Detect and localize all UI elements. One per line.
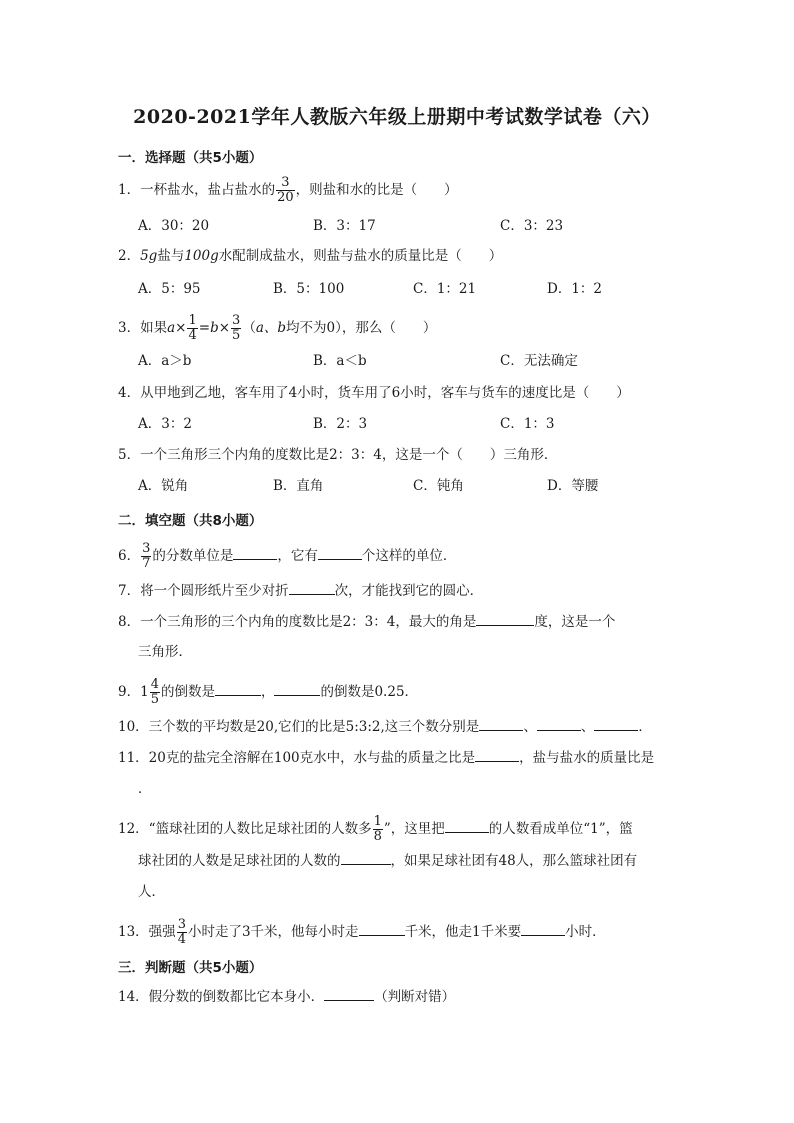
question-1: 1．一杯盐水，盐占盐水的 $\frac{3}{20}$ ，则盐和水的比是（ ） — [118, 175, 458, 205]
answer-blank[interactable] — [476, 611, 534, 626]
answer-blank[interactable] — [233, 545, 277, 560]
q5-option-c[interactable]: C．钝角 — [413, 478, 464, 494]
question-12-line-2: 球社团的人数是足球社团的人数的 ，如果足球社团有48人，那么篮球社团有 — [138, 850, 637, 871]
q5-option-b[interactable]: B．直角 — [273, 478, 324, 494]
section-choice-heading: 一．选择题（共5小题） — [118, 150, 263, 166]
question-6: 6． $\frac{3}{7}$ 的分数单位是 ，它有 个这样的单位． — [118, 541, 457, 571]
answer-blank[interactable] — [274, 681, 320, 696]
fraction: $\frac{4}{5}$ — [150, 677, 159, 707]
question-12: 12．“篮球社团的人数比足球社团的人数多 $\frac{1}{8}$ ”，这里把 的人数看成单位“1”，篮 — [118, 814, 633, 844]
q4-option-b[interactable]: B．2：3 — [313, 416, 368, 432]
question-4: 4．从甲地到乙地，客车用了4小时，货车用了6小时，客车与货车的速度比是（ ） — [118, 385, 630, 401]
answer-blank[interactable] — [324, 986, 374, 1001]
q3-option-b[interactable]: B．a＜b — [313, 353, 367, 369]
q2-option-a[interactable]: A．5：95 — [138, 281, 201, 297]
answer-blank[interactable] — [215, 681, 261, 696]
q3-option-c[interactable]: C．无法确定 — [500, 353, 578, 369]
q4-option-c[interactable]: C．1：3 — [500, 416, 555, 432]
question-14: 14．假分数的倒数都比它本身小． （判断对错） — [118, 986, 455, 1007]
question-12-line-3: 人． — [138, 884, 165, 900]
fraction: $\frac{3}{4}$ — [177, 917, 186, 947]
q1-option-a[interactable]: A．30：20 — [138, 218, 210, 234]
answer-blank[interactable] — [594, 716, 638, 731]
answer-blank[interactable] — [318, 545, 362, 560]
q1-option-b[interactable]: B．3：17 — [313, 218, 376, 234]
answer-blank[interactable] — [341, 850, 391, 865]
q5-option-a[interactable]: A．锐角 — [138, 478, 189, 494]
question-8: 8．一个三角形的三个内角的度数比是2：3：4，最大的角是 度，这是一个 — [118, 611, 615, 632]
question-7: 7．将一个圆形纸片至少对折 次，才能找到它的圆心． — [118, 580, 483, 601]
question-10: 10．三个数的平均数是20,它们的比是5:3:2,这三个数分别是 、 、 ． — [118, 716, 652, 737]
question-9: 9．1 $\frac{4}{5}$ 的倒数是 ， 的倒数是0.25． — [118, 677, 419, 707]
answer-blank[interactable] — [537, 716, 581, 731]
q5-option-d[interactable]: D．等腰 — [547, 478, 599, 494]
q3-option-a[interactable]: A．a＞b — [138, 353, 192, 369]
answer-blank[interactable] — [445, 818, 489, 833]
section-judge-heading: 三．判断题（共5小题） — [118, 960, 263, 976]
fraction: $\frac{3}{5}$ — [232, 313, 241, 343]
question-2: 2．5g盐与100g水配制成盐水，则盐与盐水的质量比是（ ） — [118, 248, 503, 264]
fraction: $\frac{3}{7}$ — [142, 541, 151, 571]
answer-blank[interactable] — [521, 921, 565, 936]
answer-blank[interactable] — [475, 747, 519, 762]
q2-option-d[interactable]: D．1：2 — [547, 281, 603, 297]
exam-title: 2020-2021学年人教版六年级上册期中考试数学试卷（六） — [133, 106, 661, 128]
fraction: $\frac{1}{8}$ — [373, 814, 382, 844]
q2-option-c[interactable]: C．1：21 — [413, 281, 477, 297]
answer-blank[interactable] — [289, 580, 335, 595]
fraction: $\frac{1}{4}$ — [188, 313, 197, 343]
q2-option-b[interactable]: B．5：100 — [273, 281, 345, 297]
fraction: $\frac{3}{20}$ — [277, 175, 294, 205]
question-11-continued: ． — [138, 781, 152, 797]
q4-option-a[interactable]: A．3：2 — [138, 416, 192, 432]
answer-blank[interactable] — [479, 716, 523, 731]
question-8-continued: 三角形． — [138, 644, 192, 660]
answer-blank[interactable] — [359, 921, 405, 936]
section-fill-heading: 二．填空题（共8小题） — [118, 513, 263, 529]
question-11: 11．20克的盐完全溶解在100克水中，水与盐的质量之比是 ，盐与盐水的质量比是 — [118, 747, 654, 768]
q1-option-c[interactable]: C．3：23 — [500, 218, 564, 234]
question-13: 13．强强 $\frac{3}{4}$ 小时走了3千米，他每小时走 千米，他走1千米要 小时． — [118, 917, 606, 947]
question-3: 3．如果a× $\frac{1}{4}$ =b× $\frac{3}{5}$ （a、b均不为0），那么（ ） — [118, 313, 437, 343]
question-5: 5．一个三角形三个内角的度数比是2：3：4，这是一个（ ）三角形． — [118, 447, 558, 463]
